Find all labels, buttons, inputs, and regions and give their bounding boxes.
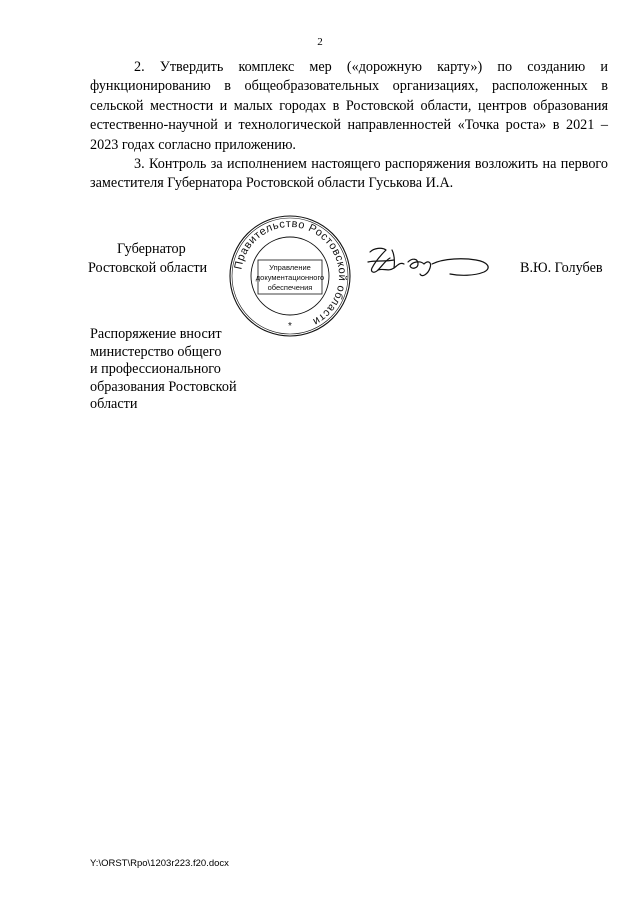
introducer-line2: министерство общего — [90, 343, 222, 360]
seal-center-line3: обеспечения — [267, 283, 313, 292]
seal-center-line2: документационного — [255, 273, 325, 282]
signatory-title-line1: Губернатор — [117, 241, 186, 257]
seal-star: * — [288, 321, 292, 332]
introducer-line5: области — [90, 396, 138, 413]
document-introducer — [90, 326, 270, 414]
introducer-line1: Распоряжение вносит — [90, 326, 222, 342]
introducer-line3: и профессионального — [90, 361, 221, 378]
page-number: 2 — [317, 36, 323, 48]
footer-file-path: Y:\ORST\Rpo\1203r223.f20.docx — [90, 858, 229, 869]
seal-ring-text: Правительство Ростовской области — [232, 217, 349, 328]
signatory-title-line2: Ростовской области — [88, 260, 208, 276]
introducer-line4: образования Ростовской — [90, 378, 237, 395]
signatory-title — [88, 240, 228, 278]
official-seal-stamp — [228, 214, 352, 338]
seal-center-line1: Управление — [269, 263, 311, 272]
paragraph-3: 3. Контроль за исполнением настоящего распоряжения возложить на первого заместителя Губернатора Ростовской области Гуськова И.А. — [90, 156, 608, 192]
handwritten-signature — [364, 238, 498, 288]
paragraph-2: 2. Утвердить комплекс мер («дорожную карту») по созданию и функционированию в общеобразовательных организациях, расположенных в сельской местности и малых городах в Ростовской области, центров образования естественно-научной и технологической направленностей «Точка роста» в 2021 – 2023 годах согласно приложению. — [90, 59, 608, 153]
signatory-name: В.Ю. Голубев — [520, 260, 603, 276]
